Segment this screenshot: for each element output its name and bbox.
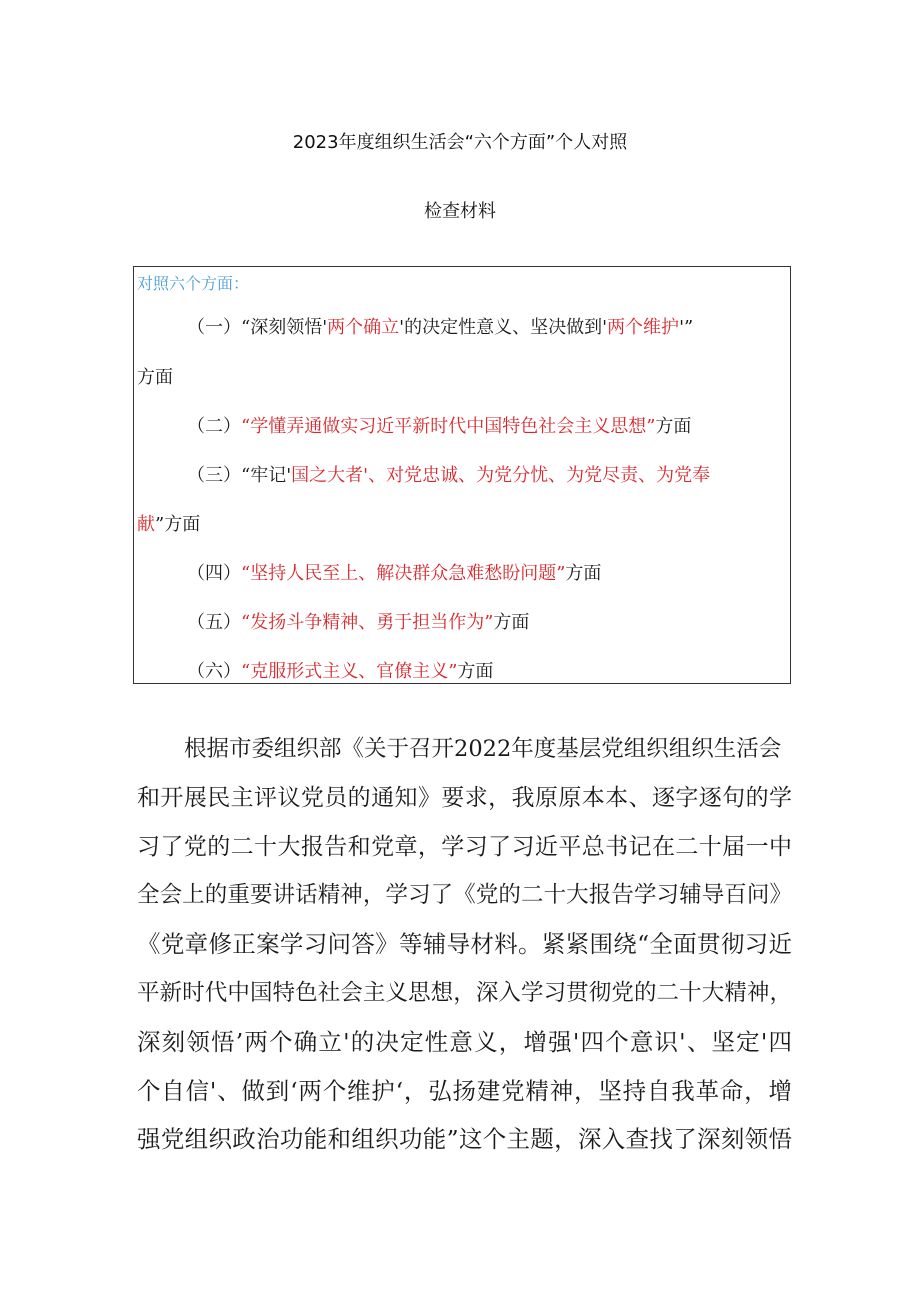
aspect-1-red-2: 两个维护	[607, 317, 680, 338]
body-line: 强党组织政治功能和组织功能”这个主题，深入查找了深刻领悟	[137, 1125, 792, 1154]
body-line: 《党章修正案学习问答》等辅导材料。紧紧围绕“全面贯彻习近	[137, 930, 792, 959]
aspect-6-red: “克服形式主义、官僚主义”	[241, 661, 458, 682]
aspect-item-3	[187, 461, 710, 487]
document-title-line-2: 检查材料	[424, 201, 496, 222]
body-line: 平新时代中国特色社会主义思想，深入学习贯彻党的二十大精神，	[137, 979, 792, 1006]
aspect-1-mid: '的决定性意义、坚决做到'	[399, 317, 608, 338]
aspect-5-prefix: （五）	[187, 612, 241, 633]
six-aspects-box	[133, 266, 791, 684]
body-line: 个自信'、做到‘两个维护‘，弘扬建党精神，坚持自我革命，增	[137, 1076, 792, 1105]
aspect-5-suffix: 方面	[493, 612, 530, 633]
body-paragraph	[137, 725, 792, 1164]
aspect-2-red: “学懂弄通做实习近平新时代中国特色社会主义思想”	[241, 416, 656, 437]
aspect-item-2	[187, 412, 691, 438]
aspect-1-suffix: '”	[679, 317, 694, 338]
aspect-1-continuation: 方面	[137, 367, 173, 388]
aspect-2-prefix: （二）	[187, 416, 241, 437]
aspect-6-prefix: （六）	[187, 661, 241, 682]
body-line: 习了党的二十大报告和党章，学习了习近平总书记在二十届一中	[137, 833, 792, 860]
box-heading: 对照六个方面：	[137, 274, 250, 293]
aspect-3-red: 国之大者'、对党忠诚、为党分忧、为党尽责、为党奉	[291, 465, 711, 486]
aspect-1-red-1: 两个确立	[327, 317, 400, 338]
body-line: 全会上的重要讲话精神，学习了《党的二十大报告学习辅导百问》	[137, 882, 792, 909]
body-line: 深刻领悟’两个确立'的决定性意义，增强'四个意识'、坚定'四	[137, 1027, 792, 1056]
aspect-6-suffix: 方面	[457, 661, 494, 682]
aspect-item-1	[187, 313, 693, 339]
document-title-line-1: 2023年度组织生活会“六个方面”个人对照	[292, 132, 628, 153]
aspect-item-6	[187, 657, 493, 683]
aspect-3-cont-red: 献	[137, 514, 155, 535]
aspect-3-cont-suffix: ”方面	[155, 514, 201, 535]
aspect-4-red: “坚持人民至上、解决群众急难愁盼问题”	[241, 563, 566, 584]
aspect-item-5	[187, 608, 529, 634]
aspect-item-4	[187, 559, 601, 585]
aspect-1-prefix: （一）“深刻领悟'	[187, 317, 328, 338]
aspect-4-suffix: 方面	[565, 563, 602, 584]
aspect-5-red: “发扬斗争精神、勇于担当作为”	[241, 612, 494, 633]
aspect-2-suffix: 方面	[655, 416, 692, 437]
aspect-4-prefix: （四）	[187, 563, 241, 584]
body-line: 根据市委组织部《关于召开2022年度基层党组织组织生活会	[184, 736, 782, 762]
aspect-3-continuation	[137, 510, 200, 536]
aspect-3-prefix: （三）“牢记'	[187, 465, 292, 486]
body-line: 和开展民主评议党员的通知》要求，我原原本本、逐字逐句的学	[137, 784, 792, 811]
